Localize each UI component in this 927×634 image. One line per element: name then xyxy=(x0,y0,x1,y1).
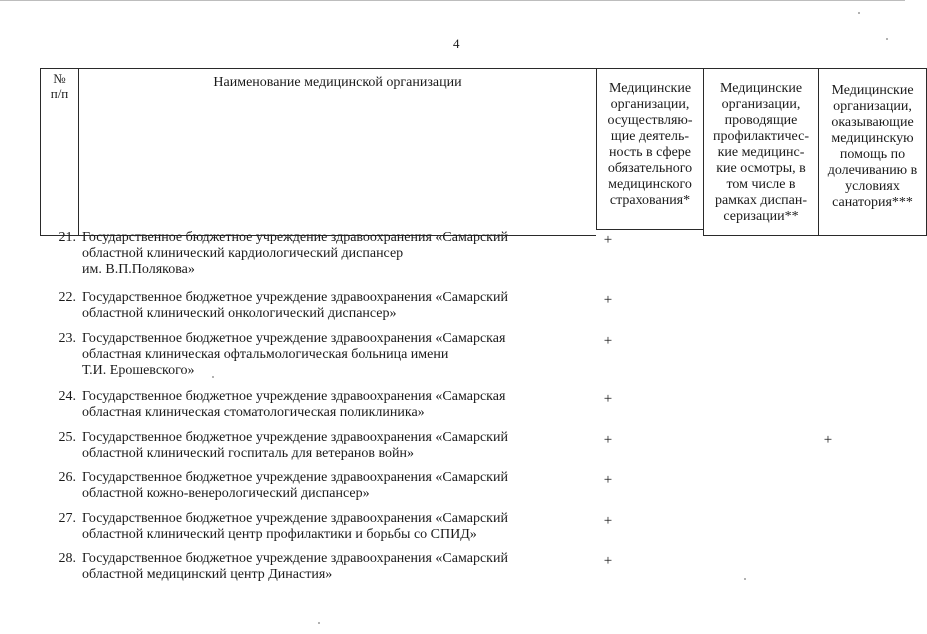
organization-name-line: Государственное бюджетное учреждение здравоохранения «Самарская xyxy=(82,389,506,404)
header-sanat-cell xyxy=(818,68,927,236)
organization-name-line: Государственное бюджетное учреждение здравоохранения «Самарский xyxy=(82,551,508,566)
header-sanat-text xyxy=(819,69,926,211)
row-number: 27. xyxy=(58,511,76,526)
row-number: 28. xyxy=(58,551,76,566)
scan-speck xyxy=(886,38,888,40)
organization-name xyxy=(82,331,592,379)
header-prof-line: Медицинские xyxy=(719,81,803,96)
organization-name-line: областной клинический кардиологический диспансер xyxy=(82,246,404,261)
organization-name xyxy=(82,551,592,583)
organization-name-line: Государственное бюджетное учреждение здравоохранения «Самарский xyxy=(82,470,508,485)
scan-speck xyxy=(318,622,320,624)
sanatorium-mark: + xyxy=(823,432,833,448)
row-number: 24. xyxy=(58,389,76,404)
header-prof-line: том числе в xyxy=(726,177,796,192)
header-sanat-line: организации, xyxy=(833,99,912,114)
header-oms-line: ность в сфере xyxy=(608,145,692,160)
organization-name-line: Государственное бюджетное учреждение здравоохранения «Самарский xyxy=(82,430,508,445)
organization-name-line: областная клиническая стоматологическая поликлиника» xyxy=(82,405,425,420)
organization-name-line: Государственное бюджетное учреждение здравоохранения «Самарский xyxy=(82,290,508,305)
header-prof-line: рамках диспан- xyxy=(714,193,808,208)
oms-mark: + xyxy=(603,232,613,248)
organization-name-line: областная клиническая офтальмологическая больница имени xyxy=(82,347,449,362)
header-sanat-line: помощь по xyxy=(839,147,906,162)
scan-edge-line xyxy=(0,0,905,1)
header-sanat-line: медицинскую xyxy=(831,131,914,146)
organization-name-line: областной кожно-венерологический диспансер» xyxy=(82,486,370,501)
header-oms-line: медицинского xyxy=(608,177,692,192)
row-number: 23. xyxy=(58,331,76,346)
header-name-text: Наименование медицинской организации xyxy=(213,75,462,90)
organization-name-line: Государственное бюджетное учреждение здравоохранения «Самарский xyxy=(82,230,508,245)
header-prof-line: серизации** xyxy=(723,209,799,224)
organization-name-line: им. В.П.Полякова» xyxy=(82,262,195,277)
organization-name xyxy=(82,511,592,543)
header-sanat-line: оказывающие xyxy=(831,115,914,130)
scan-speck xyxy=(858,12,860,14)
header-num-line: № xyxy=(53,71,66,86)
header-oms-line: обязательного xyxy=(607,161,693,176)
organization-name xyxy=(82,389,592,421)
header-oms-text xyxy=(597,69,703,209)
header-num-text xyxy=(41,69,78,101)
header-sanat-line: санатория*** xyxy=(832,195,913,210)
organization-name xyxy=(82,470,592,502)
scan-speck xyxy=(744,578,746,580)
header-oms-cell xyxy=(596,68,703,230)
header-num-line: п/п xyxy=(50,86,69,101)
header-prof-line: проводящие xyxy=(724,113,798,128)
organization-name xyxy=(82,430,592,462)
header-oms-line: Медицинские xyxy=(608,81,692,96)
row-number: 21. xyxy=(58,230,76,245)
header-prof-cell xyxy=(703,68,818,236)
oms-mark: + xyxy=(603,333,613,349)
row-number: 25. xyxy=(58,430,76,445)
header-oms-line: щие деятель- xyxy=(610,129,690,144)
organization-name xyxy=(82,230,592,278)
organization-name-line: областной клинический центр профилактики и борьбы со СПИД» xyxy=(82,527,477,542)
oms-mark: + xyxy=(603,472,613,488)
oms-mark: + xyxy=(603,432,613,448)
header-name-cell xyxy=(78,68,596,236)
oms-mark: + xyxy=(603,391,613,407)
organization-name-line: областной клинический госпиталь для ветеранов войн» xyxy=(82,446,415,461)
header-oms-line: страхования* xyxy=(609,193,691,208)
header-num-cell xyxy=(40,68,78,236)
page-number: 4 xyxy=(453,36,460,51)
header-prof-line: кие осмотры, в xyxy=(716,161,806,176)
header-sanat-line: Медицинские xyxy=(831,83,914,98)
header-prof-line: кие медицинс- xyxy=(717,145,805,160)
header-oms-line: осуществляю- xyxy=(607,113,693,128)
header-prof-line: организации, xyxy=(721,97,801,112)
scan-speck xyxy=(212,376,214,378)
organization-name-line: Т.И. Ерошевского» xyxy=(82,363,195,378)
organization-name xyxy=(82,290,592,322)
header-sanat-line: условиях xyxy=(845,179,900,194)
oms-mark: + xyxy=(603,513,613,529)
organization-name-line: областной клинический онкологический диспансер» xyxy=(82,306,397,321)
header-oms-line: организации, xyxy=(610,97,690,112)
oms-mark: + xyxy=(603,553,613,569)
organization-name-line: Государственное бюджетное учреждение здравоохранения «Самарская xyxy=(82,331,506,346)
table-header xyxy=(40,68,918,236)
organization-name-line: Государственное бюджетное учреждение здравоохранения «Самарский xyxy=(82,511,508,526)
organization-name-line: областной медицинский центр Династия» xyxy=(82,567,333,582)
header-prof-text xyxy=(704,69,818,225)
oms-mark: + xyxy=(603,292,613,308)
row-number: 26. xyxy=(58,470,76,485)
header-sanat-line: долечиванию в xyxy=(827,163,918,178)
header-prof-line: профилактичес- xyxy=(713,129,809,144)
row-number: 22. xyxy=(58,290,76,305)
